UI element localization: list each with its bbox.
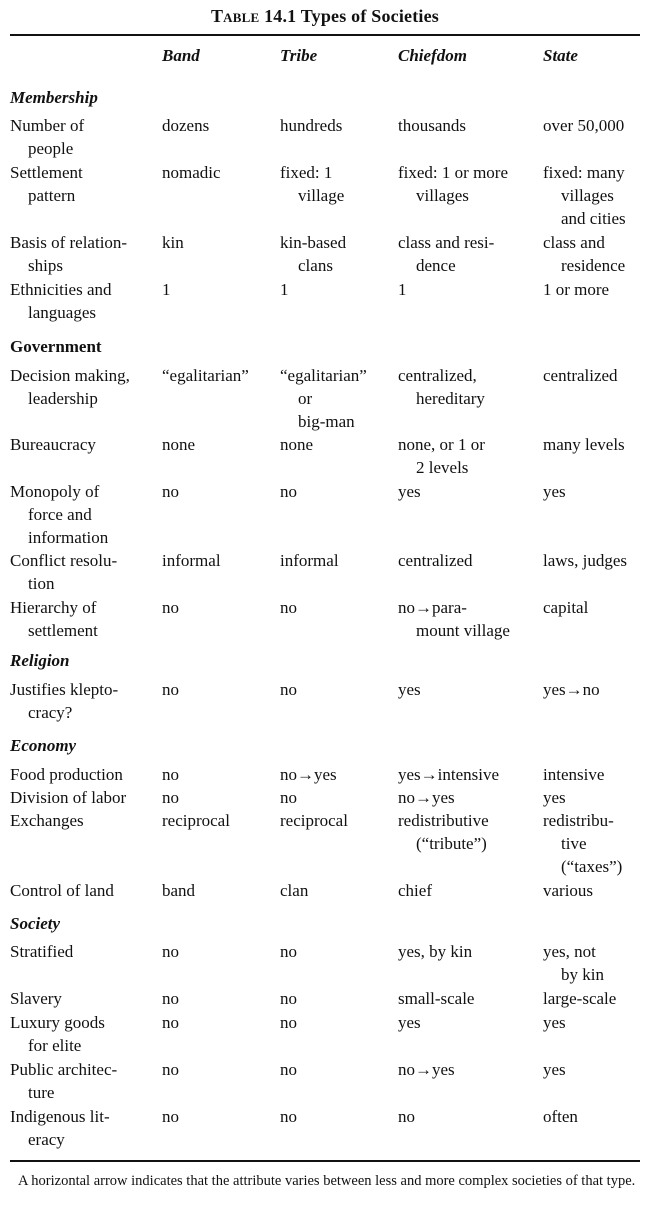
cell-line: small-scale (398, 989, 475, 1008)
cell-line: yes→intensive (398, 765, 500, 784)
cell-chiefdom-conflict_resolution (398, 549, 473, 572)
cell-state-indigenous_literacy (543, 1105, 578, 1128)
cell-band-public_architecture (162, 1058, 179, 1081)
cell-line: Control of land (10, 881, 114, 900)
cell-state-public_architecture (543, 1058, 566, 1081)
cell-line: reciprocal (162, 811, 230, 830)
cell-state-number_of_people (543, 114, 624, 137)
cell-line: yes (543, 1060, 566, 1079)
cell-line: no (280, 942, 297, 961)
cell-band-settlement_pattern (162, 161, 221, 184)
cell-line: for elite (28, 1036, 82, 1055)
cell-line: dozens (162, 116, 210, 135)
cell-line: many levels (543, 435, 625, 454)
cell-line: over 50,000 (543, 116, 625, 135)
cell-tribe-decision_making (280, 364, 367, 433)
cell-line: fixed: many (543, 163, 625, 182)
cell-line: ships (28, 256, 63, 275)
cell-band-bureaucracy (162, 433, 195, 456)
table-title-text: Types of Societies (300, 6, 440, 26)
cell-chiefdom-control_of_land (398, 879, 432, 902)
cell-line: large-scale (543, 989, 617, 1008)
cell-state-division_of_labor (543, 786, 566, 809)
cell-tribe-hierarchy_of_settlement (280, 596, 297, 619)
cell-line: (“tribute”) (416, 834, 487, 853)
cell-state-hierarchy_of_settlement (543, 596, 588, 619)
cell-line: Basis of relation- (10, 233, 128, 252)
row-label-hierarchy_of_settlement (10, 596, 98, 642)
cell-line: 1 (280, 280, 289, 299)
cell-line: pattern (28, 186, 76, 205)
cell-chiefdom-food_production (398, 763, 499, 786)
cell-line: no (162, 1107, 179, 1126)
row-label-justifies_kleptocracy (10, 678, 118, 724)
cell-line: no→para- (398, 598, 467, 617)
cell-tribe-exchanges (280, 809, 348, 832)
cell-line: Luxury goods (10, 1013, 105, 1032)
cell-line: various (543, 881, 594, 900)
cell-line: yes, not (543, 942, 596, 961)
cell-line: Conflict resolu- (10, 551, 118, 570)
cell-state-exchanges (543, 809, 622, 878)
cell-line: centralized, (398, 366, 477, 385)
cell-chiefdom-basis_of_relationships (398, 231, 494, 277)
cell-line: often (543, 1107, 578, 1126)
cell-line: no (280, 1107, 297, 1126)
cell-line: residence (561, 256, 626, 275)
cell-tribe-settlement_pattern (280, 161, 344, 207)
cell-line: no (280, 1013, 297, 1032)
cell-line: yes (398, 680, 421, 699)
row-label-public_architecture (10, 1058, 117, 1104)
cell-tribe-basis_of_relationships (280, 231, 346, 277)
cell-band-stratified (162, 940, 179, 963)
row-label-exchanges (10, 809, 84, 832)
cell-line: nomadic (162, 163, 221, 182)
cell-line: Bureaucracy (10, 435, 96, 454)
cell-line: (“taxes”) (561, 857, 623, 876)
cell-line: people (28, 139, 74, 158)
cell-line: redistribu- (543, 811, 614, 830)
cell-line: yes (398, 482, 421, 501)
cell-line: yes (543, 788, 566, 807)
cell-band-control_of_land (162, 879, 195, 902)
cell-state-stratified (543, 940, 604, 986)
cell-chiefdom-public_architecture (398, 1058, 455, 1081)
table-footnote: A horizontal arrow indicates that the attribute varies between less and more complex societies of that type. (18, 1173, 636, 1189)
cell-line: dence (416, 256, 456, 275)
cell-line: no (280, 482, 297, 501)
cell-line: cracy? (28, 703, 73, 722)
row-label-ethnicities_languages (10, 278, 112, 324)
col-header-chiefdom: Chiefdom (398, 46, 467, 65)
cell-chiefdom-settlement_pattern (398, 161, 508, 207)
cell-line: 1 or more (543, 280, 610, 299)
cell-line: Ethnicities and (10, 280, 112, 299)
cell-line: and cities (561, 209, 626, 228)
cell-tribe-control_of_land (280, 879, 308, 902)
cell-line: yes (398, 1013, 421, 1032)
table-title (0, 6, 650, 27)
cell-line: none (162, 435, 196, 454)
cell-line: no (162, 482, 179, 501)
cell-band-food_production (162, 763, 179, 786)
cell-line: centralized (543, 366, 618, 385)
cell-line: Indigenous lit- (10, 1107, 110, 1126)
cell-line: tion (28, 574, 55, 593)
cell-line: no (162, 942, 179, 961)
cell-line: no (162, 598, 179, 617)
cell-line: Public architec- (10, 1060, 118, 1079)
cell-line: no (162, 680, 179, 699)
cell-chiefdom-division_of_labor (398, 786, 455, 809)
cell-chiefdom-luxury_goods (398, 1011, 421, 1034)
row-label-division_of_labor (10, 786, 126, 809)
cell-line: hereditary (416, 389, 485, 408)
cell-tribe-ethnicities_languages (280, 278, 289, 301)
cell-state-luxury_goods (543, 1011, 566, 1034)
cell-band-slavery (162, 987, 179, 1010)
cell-state-settlement_pattern (543, 161, 626, 230)
cell-line: 1 (398, 280, 407, 299)
col-header-tribe: Tribe (280, 46, 318, 65)
cell-tribe-justifies_kleptocracy (280, 678, 297, 701)
cell-state-control_of_land (543, 879, 593, 902)
cell-line: mount village (416, 621, 510, 640)
cell-state-slavery (543, 987, 616, 1010)
cell-line: no→yes (280, 765, 337, 784)
cell-chiefdom-indigenous_literacy (398, 1105, 415, 1128)
cell-line: redistributive (398, 811, 489, 830)
cell-line: no (280, 1060, 297, 1079)
bottom-rule (10, 1160, 640, 1162)
cell-tribe-indigenous_literacy (280, 1105, 297, 1128)
cell-tribe-conflict_resolution (280, 549, 339, 572)
cell-state-bureaucracy (543, 433, 625, 456)
section-religion: Religion (10, 651, 70, 670)
cell-line: reciprocal (280, 811, 348, 830)
cell-state-monopoly (543, 480, 566, 503)
section-membership: Membership (10, 88, 98, 107)
cell-line: fixed: 1 or more (398, 163, 508, 182)
cell-line: class and resi- (398, 233, 495, 252)
cell-line: village (298, 186, 345, 205)
row-label-decision_making (10, 364, 130, 410)
cell-line: laws, judges (543, 551, 628, 570)
row-label-bureaucracy (10, 433, 96, 456)
cell-line: villages (416, 186, 469, 205)
cell-line: force and (28, 505, 92, 524)
cell-line: Monopoly of (10, 482, 100, 501)
cell-line: 1 (162, 280, 171, 299)
cell-line: thousands (398, 116, 466, 135)
cell-tribe-public_architecture (280, 1058, 297, 1081)
cell-band-indigenous_literacy (162, 1105, 179, 1128)
cell-tribe-slavery (280, 987, 297, 1010)
cell-line: chief (398, 881, 432, 900)
row-label-number_of_people (10, 114, 84, 160)
cell-line: Settlement (10, 163, 83, 182)
row-label-control_of_land (10, 879, 114, 902)
cell-state-conflict_resolution (543, 549, 627, 572)
cell-line: Slavery (10, 989, 62, 1008)
cell-line: no (162, 989, 179, 1008)
row-label-indigenous_literacy (10, 1105, 110, 1151)
cell-line: big-man (298, 412, 355, 431)
cell-line: clans (298, 256, 333, 275)
cell-line: Stratified (10, 942, 74, 961)
top-rule (10, 34, 640, 36)
cell-tribe-stratified (280, 940, 297, 963)
cell-line: 2 levels (416, 458, 469, 477)
cell-chiefdom-stratified (398, 940, 472, 963)
cell-tribe-number_of_people (280, 114, 342, 137)
cell-line: information (28, 528, 109, 547)
cell-line: no (162, 788, 179, 807)
cell-band-exchanges (162, 809, 230, 832)
cell-line: no (162, 1060, 179, 1079)
cell-line: languages (28, 303, 96, 322)
cell-line: no (162, 765, 179, 784)
cell-line: no (280, 989, 297, 1008)
cell-line: yes→no (543, 680, 600, 699)
cell-state-basis_of_relationships (543, 231, 625, 277)
cell-line: Division of labor (10, 788, 127, 807)
row-label-slavery (10, 987, 62, 1010)
cell-line: no→yes (398, 1060, 455, 1079)
row-label-conflict_resolution (10, 549, 117, 595)
row-label-basis_of_relationships (10, 231, 127, 277)
cell-state-decision_making (543, 364, 618, 387)
cell-band-ethnicities_languages (162, 278, 171, 301)
cell-line: hundreds (280, 116, 343, 135)
cell-line: settlement (28, 621, 98, 640)
cell-line: no (280, 788, 297, 807)
cell-line: clan (280, 881, 309, 900)
cell-line: or (298, 389, 313, 408)
cell-band-hierarchy_of_settlement (162, 596, 179, 619)
cell-line: Number of (10, 116, 85, 135)
cell-line: centralized (398, 551, 473, 570)
cell-state-justifies_kleptocracy (543, 678, 600, 701)
cell-chiefdom-slavery (398, 987, 474, 1010)
cell-line: “egalitarian” (280, 366, 367, 385)
section-economy: Economy (10, 736, 77, 755)
cell-line: informal (162, 551, 221, 570)
cell-band-monopoly (162, 480, 179, 503)
cell-line: “egalitarian” (162, 366, 249, 385)
cell-line: no (280, 680, 297, 699)
cell-tribe-monopoly (280, 480, 297, 503)
col-header-state: State (543, 46, 578, 65)
cell-band-luxury_goods (162, 1011, 179, 1034)
section-government: Government (10, 337, 102, 356)
row-label-food_production (10, 763, 123, 786)
cell-band-conflict_resolution (162, 549, 221, 572)
cell-line: by kin (561, 965, 604, 984)
cell-chiefdom-ethnicities_languages (398, 278, 407, 301)
row-label-settlement_pattern (10, 161, 83, 207)
col-header-band: Band (162, 46, 200, 65)
row-label-stratified (10, 940, 73, 963)
cell-state-ethnicities_languages (543, 278, 609, 301)
cell-line: class and (543, 233, 605, 252)
cell-line: kin (162, 233, 184, 252)
cell-line: Exchanges (10, 811, 84, 830)
cell-chiefdom-bureaucracy (398, 433, 485, 479)
cell-line: Justifies klepto- (10, 680, 119, 699)
cell-tribe-division_of_labor (280, 786, 297, 809)
cell-line: no (162, 1013, 179, 1032)
cell-chiefdom-decision_making (398, 364, 485, 410)
cell-tribe-luxury_goods (280, 1011, 297, 1034)
cell-line: tive (561, 834, 587, 853)
section-society: Society (10, 914, 61, 933)
cell-chiefdom-justifies_kleptocracy (398, 678, 421, 701)
cell-line: leadership (28, 389, 98, 408)
row-label-monopoly (10, 480, 108, 549)
cell-line: villages (561, 186, 614, 205)
cell-line: Food production (10, 765, 123, 784)
cell-line: Decision making, (10, 366, 130, 385)
cell-tribe-bureaucracy (280, 433, 313, 456)
cell-line: yes (543, 1013, 566, 1032)
cell-tribe-food_production (280, 763, 337, 786)
cell-band-basis_of_relationships (162, 231, 184, 254)
row-label-luxury_goods (10, 1011, 105, 1057)
cell-line: band (162, 881, 196, 900)
cell-chiefdom-number_of_people (398, 114, 466, 137)
cell-band-decision_making (162, 364, 249, 387)
cell-chiefdom-monopoly (398, 480, 421, 503)
cell-line: intensive (543, 765, 605, 784)
cell-band-justifies_kleptocracy (162, 678, 179, 701)
cell-band-division_of_labor (162, 786, 179, 809)
cell-line: no→yes (398, 788, 455, 807)
cell-line: kin-based (280, 233, 347, 252)
cell-line: yes (543, 482, 566, 501)
cell-chiefdom-hierarchy_of_settlement (398, 596, 510, 642)
cell-line: no (280, 598, 297, 617)
cell-line: eracy (28, 1130, 65, 1149)
cell-line: Hierarchy of (10, 598, 97, 617)
cell-line: fixed: 1 (280, 163, 333, 182)
cell-line: yes, by kin (398, 942, 473, 961)
table-number: Table 14.1 (210, 6, 297, 26)
cell-line: no (398, 1107, 415, 1126)
cell-state-food_production (543, 763, 604, 786)
cell-line: none (280, 435, 314, 454)
cell-chiefdom-exchanges (398, 809, 489, 855)
cell-line: none, or 1 or (398, 435, 485, 454)
cell-line: ture (28, 1083, 55, 1102)
cell-line: capital (543, 598, 589, 617)
cell-band-number_of_people (162, 114, 209, 137)
cell-line: informal (280, 551, 339, 570)
